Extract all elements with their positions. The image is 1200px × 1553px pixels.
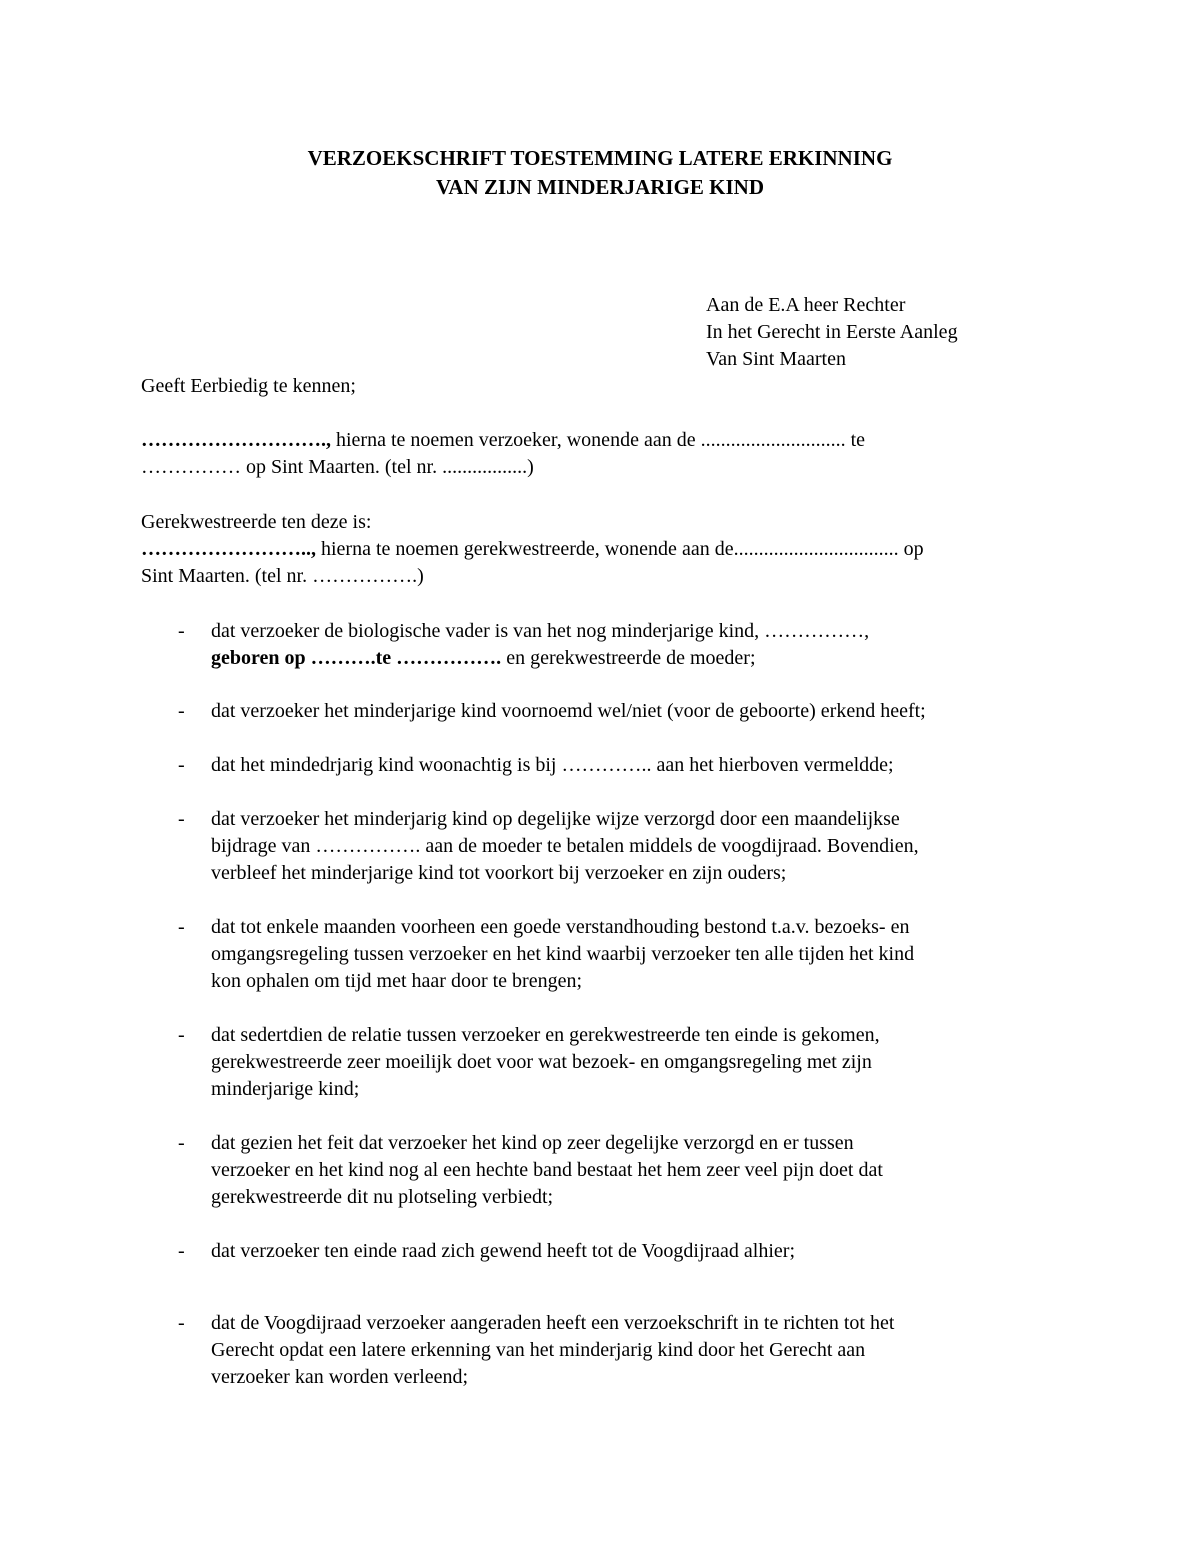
clause-line: dat verzoeker ten einde raad zich gewend heeft tot de Voogdijraad alhier; [211,1240,796,1262]
greeting: Geeft Eerbiedig te kennen; [141,375,356,397]
addressee-block [706,292,958,373]
clause-line: gerekwestreerde dit nu plotseling verbiedt; [211,1186,554,1208]
respondent-line-2: Sint Maarten. (tel nr. …………….) [141,565,424,587]
clause-line-text: en gerekwestreerde de moeder; [501,647,756,669]
requester-line-2: …………… op Sint Maarten. (tel nr. .................) [141,456,534,478]
clause-line [211,645,1091,672]
clause-line: dat het mindedrjarig kind woonachtig is bij ………….. aan het hierboven vermeldde; [211,754,894,776]
clause-dash: - [178,916,185,938]
clause-dash: - [178,754,185,776]
clause-dash: - [178,1312,185,1334]
clause-dash: - [178,620,185,642]
requester-line-1-text: hierna te noemen verzoeker, wonende aan de ............................. te [331,429,866,451]
clause-line: bijdrage van ……………. aan de moeder te betalen middels de voogdijraad. Bovendien, [211,835,919,857]
clause-line: Gerecht opdat een latere erkenning van het minderjarig kind door het Gerecht aan [211,1339,866,1361]
clause-dash: - [178,700,185,722]
clause-line: verzoeker en het kind nog al een hechte band bestaat het hem zeer veel pijn doet dat [211,1159,883,1181]
title-line-2: VAN ZIJN MINDERJARIGE KIND [435,175,765,199]
clause-line: minderjarige kind; [211,1078,360,1100]
clause-dash: - [178,1132,185,1154]
respondent-line-1-text: hierna te noemen gerekwestreerde, wonende aan de................................. op [316,538,924,560]
clause-dash: - [178,1240,185,1262]
requester-line-1 [141,427,1041,454]
clause-line: dat sedertdien de relatie tussen verzoeker en gerekwestreerde ten einde is gekomen, [211,1024,880,1046]
requester-name-placeholder: ………………………., [141,429,331,451]
clause-line: gerekwestreerde zeer moeilijk doet voor wat bezoek- en omgangsregeling met zijn [211,1051,872,1073]
addressee-line-2: In het Gerecht in Eerste Aanleg [706,321,958,343]
clause-line: dat tot enkele maanden voorheen een goede verstandhouding bestond t.a.v. bezoeks- en [211,916,910,938]
clause-line: verbleef het minderjarige kind tot voorkort bij verzoeker en zijn ouders; [211,862,787,884]
respondent-heading: Gerekwestreerde ten deze is: [141,511,372,533]
requester-block [141,427,1041,481]
clause-line: verzoeker kan worden verleend; [211,1366,469,1388]
birth-details-placeholder: geboren op ……….te ……………. [211,647,502,669]
title-line-1: VERZOEKSCHRIFT TOESTEMMING LATERE ERKINNING [307,146,893,170]
clause-line: dat verzoeker de biologische vader is van het nog minderjarige kind, ……………, [211,620,870,642]
document-title [0,144,1200,202]
addressee-line-1: Aan de E.A heer Rechter [706,294,906,316]
clause-line: dat de Voogdijraad verzoeker aangeraden heeft een verzoekschrift in te richten tot het [211,1312,895,1334]
clause-line: kon ophalen om tijd met haar door te brengen; [211,970,583,992]
clause-line: omgangsregeling tussen verzoeker en het kind waarbij verzoeker ten alle tijden het kind [211,943,915,965]
clause-line: dat gezien het feit dat verzoeker het kind op zeer degelijke verzorgd en er tussen [211,1132,854,1154]
respondent-name-placeholder: …………………….., [141,538,316,560]
clause-line: dat verzoeker het minderjarige kind voornoemd wel/niet (voor de geboorte) erkend heeft; [211,700,926,722]
addressee-line-3: Van Sint Maarten [706,348,846,370]
clause-dash: - [178,1024,185,1046]
clause-line: dat verzoeker het minderjarig kind op degelijke wijze verzorgd door een maandelijkse [211,808,900,830]
respondent-block [141,509,1041,590]
clause-dash: - [178,808,185,830]
respondent-line-1 [141,536,1041,563]
